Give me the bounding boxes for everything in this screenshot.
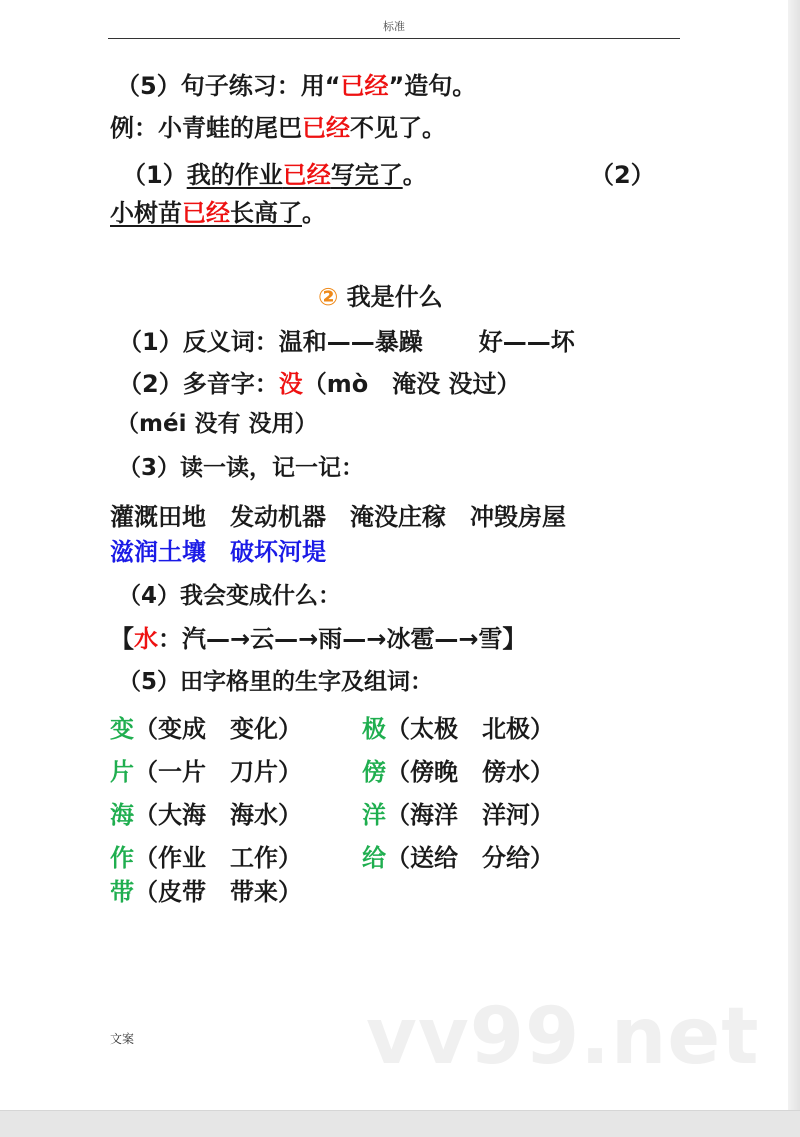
char-item — [110, 717, 302, 741]
char-item — [362, 846, 554, 870]
section-title-text: 我是什么 — [338, 283, 443, 311]
polyphone-label: （2）多音字： — [118, 370, 279, 398]
transform-label: （4）我会变成什么： — [118, 583, 342, 609]
char-item — [362, 803, 554, 827]
sentence-1-answer — [187, 161, 403, 189]
char-item-char: 洋 — [362, 801, 386, 829]
char-item-words: （作业 工作） — [134, 844, 302, 872]
sentence-2-end: 。 — [302, 199, 326, 227]
transform-key: 水 — [134, 625, 158, 653]
char-item-words: （皮带 带来） — [134, 878, 302, 906]
char-item-char: 片 — [110, 758, 134, 786]
read-row-1: 灌溉田地 发动机器 淹没庄稼 冲毁房屋 — [110, 503, 566, 531]
transform-chain — [110, 627, 526, 651]
sentence-2-keyword: 已经 — [182, 199, 230, 227]
sentence-2-suffix: 长高了 — [230, 199, 302, 227]
char-item-words: （海洋 洋河） — [386, 801, 554, 829]
polyphone-char: 没 — [278, 370, 303, 398]
sentence-2 — [110, 201, 326, 225]
characters-label: （5）田字格里的生字及组词： — [118, 669, 434, 695]
sentence-2-answer — [110, 199, 302, 227]
exercise-title — [116, 74, 476, 98]
char-item — [110, 880, 302, 904]
header-rule — [108, 38, 680, 39]
char-item-words: （太极 北极） — [386, 715, 554, 743]
example-keyword: 已经 — [302, 114, 350, 142]
sentence-1-end: 。 — [402, 161, 427, 189]
example-prefix: 例：小青蛙的尾巴 — [110, 114, 302, 142]
page-header: 标准 — [383, 20, 405, 33]
transform-chain-text: ：汽—→云—→雨—→冰雹—→雪】 — [158, 625, 527, 653]
char-item — [110, 760, 302, 784]
polyphone-reading-2: （méi 没有 没用） — [116, 411, 318, 437]
polyphone-reading-1: （mò 淹没 没过） — [302, 370, 521, 398]
read-label: （3）读一读，记一记： — [118, 455, 365, 481]
read-row-2: 滋润土壤 破坏河堤 — [110, 538, 326, 566]
exercise-keyword: 已经 — [340, 72, 389, 100]
viewer-bottom-bar — [0, 1110, 800, 1137]
char-item-char: 极 — [362, 715, 386, 743]
char-item-char: 给 — [362, 844, 386, 872]
char-item — [110, 803, 302, 827]
antonym-label: （1）反义词： — [118, 328, 279, 356]
transform-open: 【 — [110, 625, 134, 653]
char-item-words: （送给 分给） — [386, 844, 554, 872]
sentence-2-number: （2） — [590, 161, 655, 189]
antonym-row — [118, 330, 575, 354]
sentence-1-prefix: 我的作业 — [186, 161, 283, 189]
char-item-words: （变成 变化） — [134, 715, 302, 743]
section-title — [318, 285, 443, 309]
char-item — [362, 717, 554, 741]
section-number: ② — [318, 283, 339, 311]
char-item-char: 变 — [110, 715, 134, 743]
sentence-2-prefix: 小树苗 — [110, 199, 182, 227]
char-item-words: （大海 海水） — [134, 801, 302, 829]
sentence-1-number: （1） — [122, 161, 187, 189]
char-item-char: 傍 — [362, 758, 386, 786]
char-item — [362, 760, 554, 784]
watermark: vv99.net — [366, 992, 760, 1082]
example-sentence — [110, 116, 446, 140]
char-item-words: （一片 刀片） — [134, 758, 302, 786]
char-item — [110, 846, 302, 870]
example-suffix: 不见了。 — [350, 114, 446, 142]
sentence-1 — [122, 163, 427, 187]
char-item-words: （傍晚 傍水） — [386, 758, 554, 786]
page-edge-shadow — [788, 0, 800, 1110]
char-item-char: 海 — [110, 801, 134, 829]
char-item-char: 作 — [110, 844, 134, 872]
sentence-1-suffix: 写完了 — [330, 161, 403, 189]
exercise-title-suffix: ”造句。 — [388, 72, 477, 100]
exercise-title-prefix: （5）句子练习：用“ — [116, 72, 341, 100]
sentence-1-keyword: 已经 — [282, 161, 331, 189]
char-item-char: 带 — [110, 878, 134, 906]
antonym-pair-1: 温和——暴躁 — [278, 328, 423, 356]
antonym-pair-2: 好——坏 — [478, 328, 575, 356]
page-footer: 文案 — [110, 1032, 135, 1046]
polyphone-row — [118, 372, 521, 396]
